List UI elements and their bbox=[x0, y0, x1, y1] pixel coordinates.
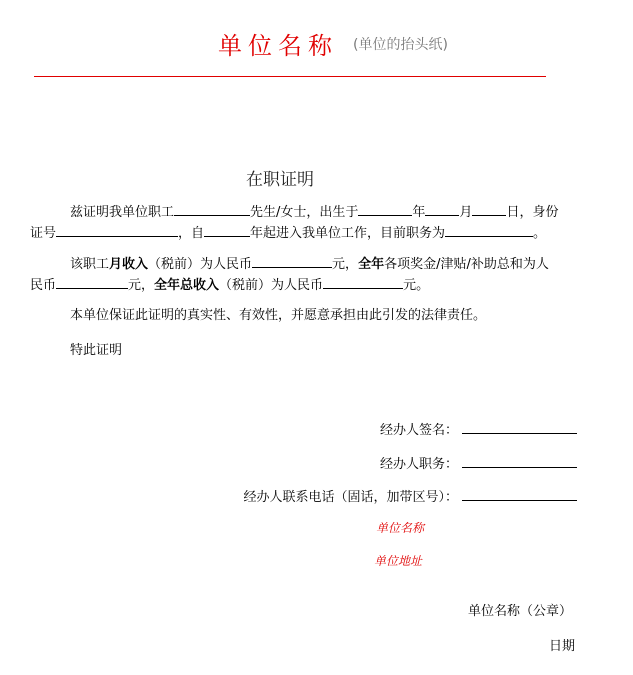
signer-title-row: 经办人职务： bbox=[380, 453, 577, 472]
start-year-blank[interactable] bbox=[204, 223, 250, 237]
signer-phone-row: 经办人联系电话（固话，加带区号）： bbox=[243, 486, 577, 505]
company-address-placeholder: 单位地址 bbox=[374, 554, 423, 568]
annual-income-blank[interactable] bbox=[323, 275, 403, 289]
signer-title-blank[interactable] bbox=[462, 454, 577, 468]
letterhead-company-name: 单位名称 bbox=[218, 32, 338, 60]
monthly-income-blank[interactable] bbox=[252, 254, 332, 268]
document-title: 在职证明 bbox=[246, 170, 314, 190]
company-name-placeholder: 单位名称 bbox=[376, 521, 425, 535]
birth-month-blank[interactable] bbox=[425, 202, 459, 216]
id-number-blank[interactable] bbox=[56, 223, 178, 237]
signer-name-blank[interactable] bbox=[462, 420, 577, 434]
position-blank[interactable] bbox=[445, 223, 533, 237]
paragraph-guarantee: 本单位保证此证明的真实性、有效性，并愿意承担由此引发的法律责任。 bbox=[70, 308, 487, 323]
paragraph-employee-info: 兹证明我单位职工 先生/女士，出生于 年 月 日，身份 证号 ，自 年起进入我单位工作，目前职务为 。 bbox=[30, 202, 585, 244]
date-label: 日期 bbox=[549, 639, 576, 654]
signer-phone-blank[interactable] bbox=[462, 487, 577, 501]
annual-bonus-blank[interactable] bbox=[56, 275, 128, 289]
employee-name-blank[interactable] bbox=[174, 202, 250, 216]
paragraph-closing: 特此证明 bbox=[70, 343, 123, 358]
paragraph-income-info: 该职工月收入（税前）为人民币 元，全年各项奖金/津贴/补助总和为人 民币 元，全年总收入（税前）为人民币 元。 bbox=[30, 254, 585, 296]
birth-year-blank[interactable] bbox=[358, 202, 412, 216]
birth-day-blank[interactable] bbox=[472, 202, 506, 216]
letterhead-note: (单位的抬头纸) bbox=[353, 37, 448, 53]
signer-name-row: 经办人签名： bbox=[380, 419, 577, 438]
company-seal-label: 单位名称（公章） bbox=[468, 604, 573, 619]
letterhead-divider bbox=[34, 76, 546, 77]
